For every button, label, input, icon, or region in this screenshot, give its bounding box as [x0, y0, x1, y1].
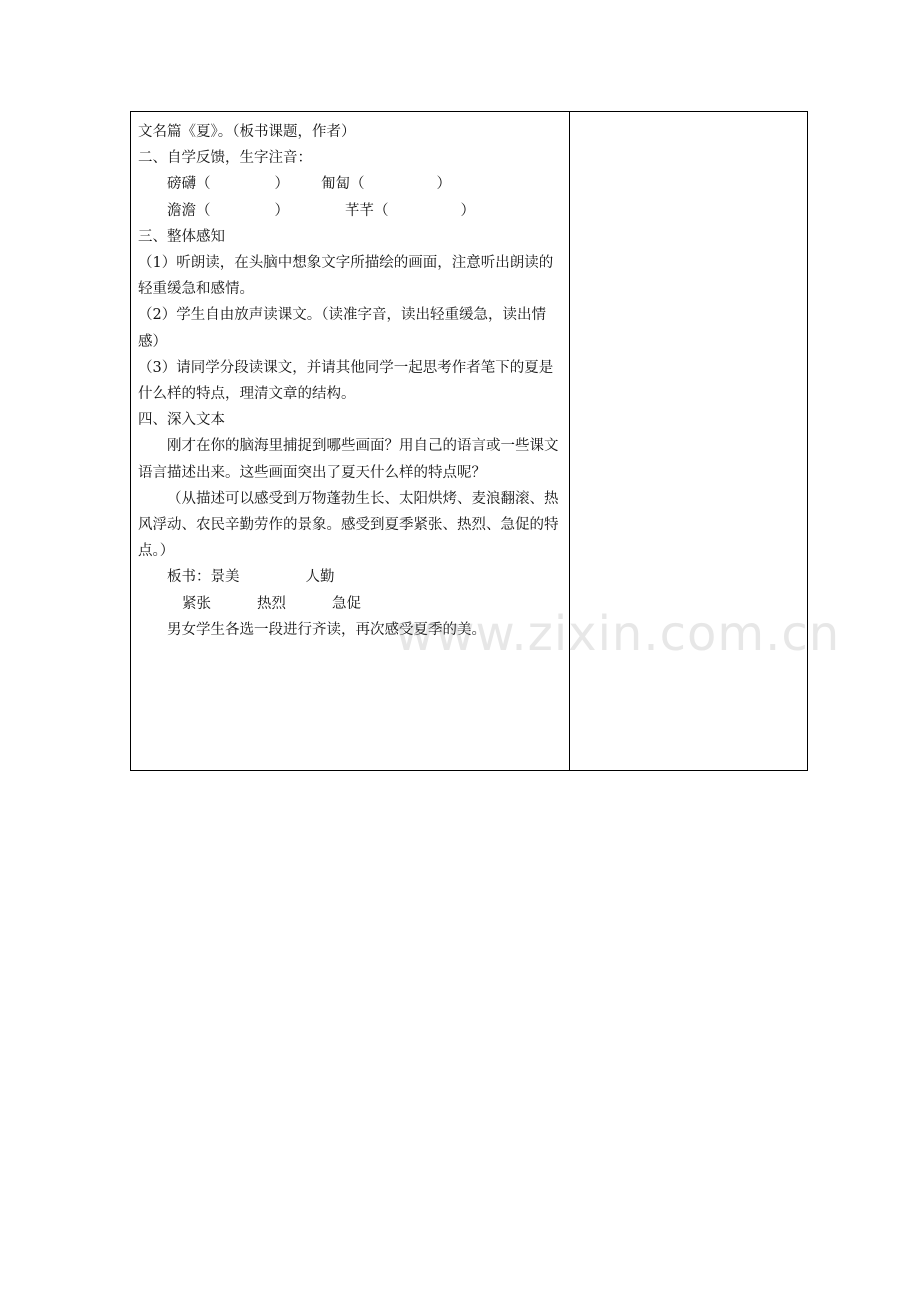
line-title: 文名篇《夏》。（板书课题，作者） — [138, 124, 356, 140]
word-qianqian: 芊芊（ — [345, 202, 389, 219]
pinyin-row-1 — [138, 171, 561, 197]
word-pangbo-close: ） — [274, 176, 289, 193]
paragraph-answer-text: （从描述可以感受到万物蓬勃生长、太阳烘烤、麦浪翻滚、热风浮动、农民辛勤劳作的景象。感受到夏季紧张、热烈、急促的特点。） — [138, 490, 559, 560]
word-pufu-close: ） — [436, 176, 451, 193]
word-qianqian-close: ） — [460, 202, 475, 219]
word-pangbo: 磅礴（ — [167, 176, 211, 193]
paragraph-step-3: （3）请同学分段读课文，并请其他同学一起思考作者笔下的夏是什么样的特点，理清文章的结构。 — [138, 359, 554, 403]
paragraph-question-text: 刚才在你的脑海里捕捉到哪些画面？用自己的语言或一些课文语言描述出来。这些画面突出了夏天什么样的特点呢？ — [138, 438, 559, 481]
board-row-1 — [138, 564, 561, 590]
watermark-text: www.zixin.com.cn — [395, 606, 841, 662]
board-word-relie: 热烈 — [257, 595, 286, 612]
lesson-table — [130, 111, 808, 771]
section-heading-self-study: 二、自学反馈，生字注音： — [138, 150, 312, 167]
lesson-content-cell — [131, 112, 570, 770]
board-label: 板书：景美 — [167, 569, 240, 586]
notes-cell — [570, 112, 807, 770]
section-heading-deep: 四、深入文本 — [138, 412, 225, 429]
board-word-jinzhang: 紧张 — [182, 595, 211, 612]
closing-line: 男女学生各选一段进行齐读，再次感受夏季的美。 — [167, 621, 486, 638]
paragraph-answer — [138, 486, 561, 565]
paragraph-step-2: （2）学生自由放声读课文。（读准字音，读出轻重缓急，读出情感） — [138, 307, 546, 350]
board-word-jicu: 急促 — [332, 595, 361, 612]
section-heading-overall: 三、整体感知 — [138, 228, 225, 245]
board-word-renqin: 人勤 — [305, 569, 335, 586]
pinyin-row-2 — [138, 198, 561, 224]
paragraph-question — [138, 433, 561, 485]
word-dandan-close: ） — [274, 202, 289, 219]
board-row-2 — [138, 591, 561, 617]
word-dandan: 澹澹（ — [167, 202, 211, 219]
word-pufu: 匍匐（ — [321, 176, 365, 193]
paragraph-step-1: （1）听朗读，在头脑中想象文字所描绘的画面，注意听出朗读的轻重缓急和感情。 — [138, 255, 554, 298]
